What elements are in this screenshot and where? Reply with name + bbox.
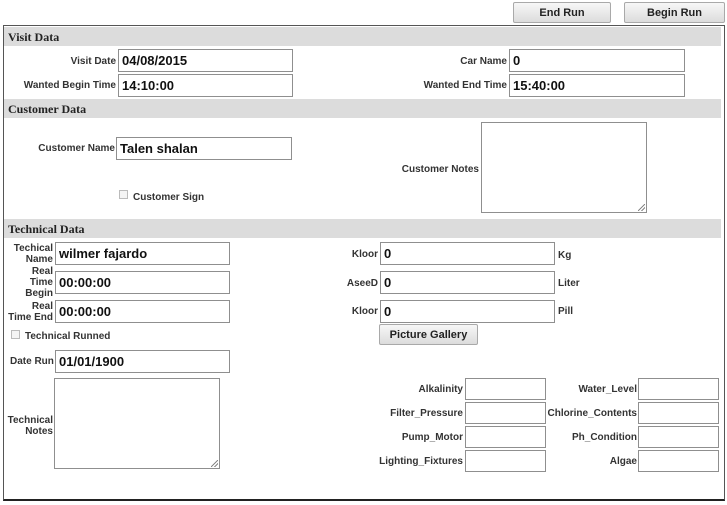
chlorine-contents-field[interactable] — [638, 402, 719, 424]
resize-grip-icon[interactable] — [638, 204, 645, 211]
visit-data-header: Visit Data — [4, 27, 721, 46]
wanted-end-time-label: Wanted End Time — [423, 80, 507, 91]
customer-data-header: Customer Data — [4, 99, 721, 118]
lighting-fixtures-field[interactable] — [465, 450, 546, 472]
date-run-field[interactable]: 01/01/1900 — [55, 350, 230, 373]
pump-motor-field[interactable] — [465, 426, 546, 448]
technical-data-header: Technical Data — [4, 219, 721, 238]
customer-notes-label: Customer Notes — [401, 164, 479, 175]
technical-runned-checkbox[interactable] — [11, 330, 20, 339]
real-time-begin-label: Real Time Begin — [25, 266, 53, 299]
visit-date-field[interactable]: 04/08/2015 — [118, 49, 293, 72]
kloor-pill-field[interactable]: 0 — [380, 300, 555, 323]
chlorine-contents-label: Chlorine_Contents — [547, 408, 637, 419]
begin-run-button[interactable]: Begin Run — [624, 2, 725, 23]
aseed-unit: Liter — [558, 278, 580, 289]
ph-condition-label: Ph_Condition — [572, 432, 637, 443]
filter-pressure-field[interactable] — [465, 402, 546, 424]
car-name-field[interactable]: 0 — [509, 49, 685, 72]
aseed-field[interactable]: 0 — [380, 271, 555, 294]
customer-sign-checkbox[interactable] — [119, 190, 128, 199]
real-time-begin-field[interactable]: 00:00:00 — [55, 271, 230, 294]
ph-condition-field[interactable] — [638, 426, 719, 448]
real-time-end-field[interactable]: 00:00:00 — [55, 300, 230, 323]
customer-name-field[interactable]: Talen shalan — [116, 137, 292, 160]
technical-notes-label: Technical Notes — [7, 415, 53, 437]
kloor-field[interactable]: 0 — [380, 242, 555, 265]
technical-name-field[interactable]: wilmer fajardo — [55, 242, 230, 265]
pump-motor-label: Pump_Motor — [401, 432, 463, 443]
picture-gallery-button[interactable]: Picture Gallery — [379, 324, 478, 345]
kloor-pill-unit: Pill — [558, 306, 574, 317]
car-name-label: Car Name — [460, 56, 507, 67]
resize-grip-icon[interactable] — [211, 460, 218, 467]
alkalinity-label: Alkalinity — [418, 384, 463, 395]
water-level-field[interactable] — [638, 378, 719, 400]
real-time-end-label: Real Time End — [8, 301, 53, 323]
kloor-label: Kloor — [351, 249, 378, 260]
wanted-begin-time-field[interactable]: 14:10:00 — [118, 74, 293, 97]
aseed-label: AseeD — [346, 278, 378, 289]
customer-name-label: Customer Name — [38, 143, 115, 154]
alkalinity-field[interactable] — [465, 378, 546, 400]
customer-notes-textarea[interactable] — [481, 122, 647, 213]
kloor-unit: Kg — [558, 250, 572, 261]
technical-runned-label: Technical Runned — [25, 331, 111, 342]
end-run-button[interactable]: End Run — [513, 2, 611, 23]
technical-notes-textarea[interactable] — [54, 378, 220, 469]
date-run-label: Date Run — [10, 356, 54, 367]
kloor-pill-label: Kloor — [351, 306, 378, 317]
wanted-begin-time-label: Wanted Begin Time — [23, 80, 116, 91]
algae-field[interactable] — [638, 450, 719, 472]
filter-pressure-label: Filter_Pressure — [390, 408, 463, 419]
technical-name-label: Techical Name — [13, 243, 53, 265]
wanted-end-time-field[interactable]: 15:40:00 — [509, 74, 685, 97]
algae-label: Algae — [609, 456, 637, 467]
water-level-label: Water_Level — [578, 384, 637, 395]
lighting-fixtures-label: Lighting_Fixtures — [379, 456, 463, 467]
customer-sign-label: Customer Sign — [133, 192, 205, 203]
visit-date-label: Visit Date — [70, 56, 116, 67]
